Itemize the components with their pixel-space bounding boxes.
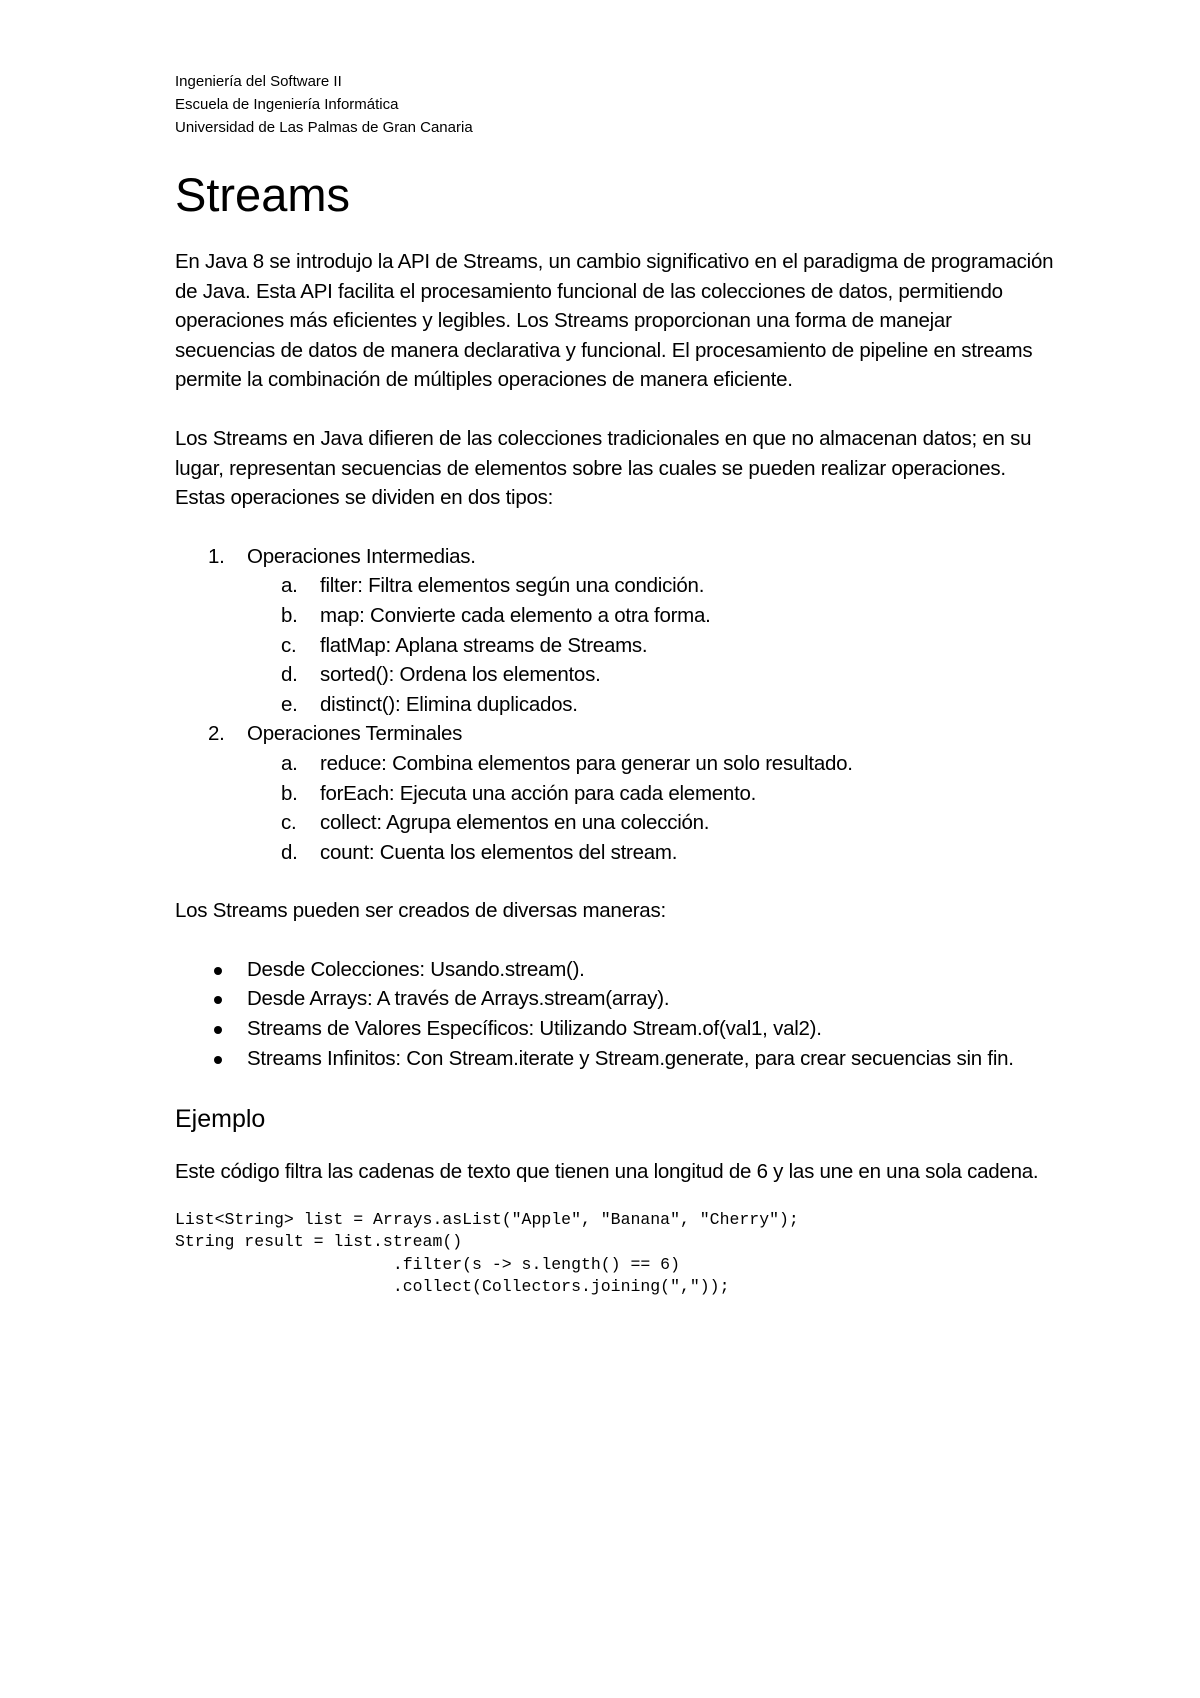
sub-list-text: flatMap: Aplana streams de Streams. [320, 633, 648, 657]
bullet-text: Streams Infinitos: Con Stream.iterate y Stream.generate, para crear secuencias sin fin. [247, 1046, 1014, 1070]
sub-list-letter: b. [281, 603, 298, 627]
sub-list-item [175, 660, 1055, 690]
bullet-icon [214, 1056, 222, 1064]
list-item [175, 719, 1055, 749]
sub-list-text: sorted(): Ordena los elementos. [320, 663, 601, 687]
sub-list-item [175, 779, 1055, 809]
sub-list-letter: e. [281, 692, 298, 716]
streams-vs-collections-paragraph: Los Streams en Java difieren de las colecciones tradicionales en que no almacenan datos; en su lugar, representan secuencias de elementos sobre las cuales se pueden realizar operaciones. Estas operaciones se dividen en dos tipos: [175, 426, 1032, 510]
code-block [175, 1209, 1055, 1299]
sub-list-text: collect: Agrupa elementos en una colección. [320, 811, 710, 835]
sub-list-letter: b. [281, 781, 298, 805]
document-header [175, 70, 1055, 139]
list-item-label: Operaciones Intermedias. [247, 544, 476, 568]
sub-list-item [175, 749, 1055, 779]
sub-list-item [175, 690, 1055, 720]
header-university: Universidad de Las Palmas de Gran Canaria [175, 119, 473, 136]
sub-list-item [175, 601, 1055, 631]
list-item [175, 542, 1055, 572]
sub-list-letter: c. [281, 811, 297, 835]
list-number: 1. [208, 544, 225, 568]
header-subject: Ingeniería del Software II [175, 73, 342, 90]
page-title: Streams [175, 168, 350, 221]
bullet-icon [214, 1026, 222, 1034]
example-heading: Ejemplo [175, 1105, 266, 1134]
sub-list-letter: d. [281, 840, 298, 864]
list-item [175, 1014, 1055, 1044]
intro-paragraph: En Java 8 se introdujo la API de Streams, un cambio significativo en el paradigma de programación de Java. Esta API facilita el procesamiento funcional de las colecciones de datos, permitiendo operaciones más eficientes y legibles. Los Streams proporcionan una forma de manejar secuencias de datos de manera declarativa y funcional. El procesamiento de pipeline en streams permite la combinación de múltiples operaciones de manera eficiente. [175, 250, 1054, 392]
sub-list-text: map: Convierte cada elemento a otra forma. [320, 603, 711, 627]
code-line: .collect(Collectors.joining(",")); [175, 1277, 730, 1297]
list-item [175, 1044, 1055, 1074]
operations-list [175, 542, 1055, 868]
sub-list-item [175, 631, 1055, 661]
bullet-text: Desde Arrays: A través de Arrays.stream(array). [247, 987, 670, 1011]
sub-list-text: filter: Filtra elementos según una condición. [320, 574, 705, 598]
list-item-label: Operaciones Terminales [247, 722, 463, 746]
creation-intro-paragraph: Los Streams pueden ser creados de diversas maneras: [175, 899, 666, 923]
code-line: String result = list.stream() [175, 1232, 463, 1252]
bullet-icon [214, 967, 222, 975]
sub-list-text: reduce: Combina elementos para generar un solo resultado. [320, 751, 853, 775]
sub-list-letter: c. [281, 633, 297, 657]
sub-list-letter: d. [281, 663, 298, 687]
list-item [175, 984, 1055, 1014]
list-number: 2. [208, 722, 225, 746]
sub-list-item [175, 838, 1055, 868]
sub-list-item [175, 808, 1055, 838]
sub-list-letter: a. [281, 574, 298, 598]
document-page [175, 70, 1055, 1299]
sub-list-item [175, 571, 1055, 601]
sub-list-letter: a. [281, 751, 298, 775]
sub-list-text: distinct(): Elimina duplicados. [320, 692, 578, 716]
creation-methods-list [175, 955, 1055, 1073]
example-description: Este código filtra las cadenas de texto que tienen una longitud de 6 y las une en una sola cadena. [175, 1160, 1039, 1184]
code-line: .filter(s -> s.length() == 6) [175, 1254, 680, 1274]
code-line: List<String> list = Arrays.asList("Apple", "Banana", "Cherry"); [175, 1209, 799, 1229]
bullet-text: Desde Colecciones: Usando.stream(). [247, 957, 585, 981]
sub-list-text: count: Cuenta los elementos del stream. [320, 840, 678, 864]
list-item [175, 955, 1055, 985]
bullet-text: Streams de Valores Específicos: Utilizando Stream.of(val1, val2). [247, 1017, 822, 1041]
header-school: Escuela de Ingeniería Informática [175, 96, 399, 113]
sub-list-text: forEach: Ejecuta una acción para cada elemento. [320, 781, 757, 805]
bullet-icon [214, 996, 222, 1004]
